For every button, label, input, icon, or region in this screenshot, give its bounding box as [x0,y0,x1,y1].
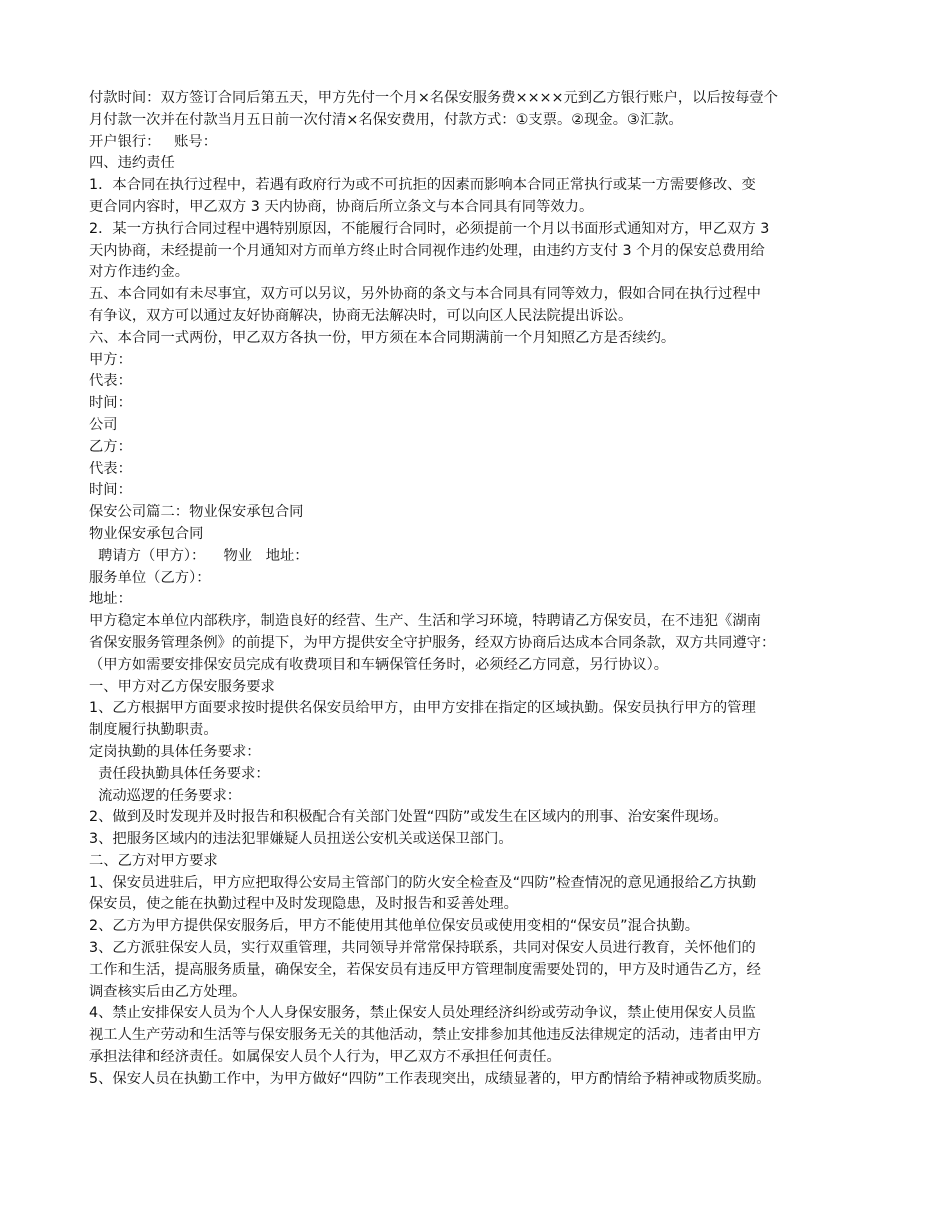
document-title: 物业保安承包合同 [89,525,204,542]
text-line: 付款时间：双方签订合同后第五天，甲方先付一个月×名保安服务费××××元到乙方银行账户，以后按每壹个 [89,90,778,106]
text-line: 工作和生活，提高服务质量，确保安全，若保安员有违反甲方管理制度需要处罚的，甲方及时通告乙方，经 [89,961,761,978]
section-heading: 四、违约责任 [89,155,175,172]
text-line: 3、把服务区域内的违法犯罪嫌疑人员扭送公安机关或送保卫部门。 [89,831,513,848]
text-line: 省保安服务管理条例》的前提下，为甲方提供安全守护服务，经双方协商后达成本合同条款，双方共同遵守： [89,634,776,651]
text-line: 1．本合同在执行过程中，若遇有政府行为或不可抗拒的因素而影响本合同正常执行或某一方需要修改、变 [89,177,756,194]
text-line: 调查核实后由乙方处理。 [89,983,247,1000]
signature-field: 代表： [89,460,132,477]
text-line: 服务单位（乙方）： [89,569,211,586]
text-line: 地址： [89,591,132,608]
signature-field: 公司 [89,416,118,433]
text-line: 天内协商，未经提前一个月通知对方而单方终止时合同视作违约处理，由违约方支付 3 个月的保安总费用给 [89,242,765,259]
signature-field: 时间： [89,395,132,412]
text-line: 制度履行执勤职责。 [89,722,218,739]
text-line: 4、禁止安排保安人员为个人人身保安服务，禁止保安人员处理经济纠纷或劳动争议，禁止使用保安人员监 [89,1005,756,1022]
signature-field: 代表： [89,373,132,390]
text-line: 五、本合同如有未尽事宜，双方可以另议，另外协商的条文与本合同具有同等效力，假如合同在执行过程中 [89,286,761,303]
signature-field: 甲方： [89,351,132,368]
section-heading: 一、甲方对乙方保安服务要求 [89,678,275,695]
signature-field: 时间： [89,482,132,499]
text-line: 月付款一次并在付款当月五日前一次付清×名保安费用，付款方式：①支票。②现金。③汇款。 [89,111,683,128]
text-line: 六、本合同一式两份，甲乙双方各执一份，甲方须在本合同期满前一个月知照乙方是否续约。 [89,329,676,346]
document-page [89,88,864,1091]
text-line: 1、乙方根据甲方面要求按时提供名保安员给甲方，由甲方安排在指定的区域执勤。保安员执行甲方的管理 [89,700,756,717]
signature-field: 乙方： [89,438,132,455]
text-line: 聘请方（甲方）： 物业 地址： [89,547,309,564]
text-line: 2．某一方执行合同过程中遇特别原因，不能履行合同时，必须提前一个月以书面形式通知对方，甲乙双方 3 [89,220,770,237]
text-line: 对方作违约金。 [89,264,190,281]
section-heading: 二、乙方对甲方要求 [89,852,218,869]
text-line: 2、乙方为甲方提供保安服务后，甲方不能使用其他单位保安员或使用变相的“保安员”混合执勤。 [89,918,700,935]
text-line: 视工人生产劳动和生活等与保安服务无关的其他活动，禁止安排参加其他违反法律规定的活动，违者由甲方 [89,1027,761,1044]
text-line: 有争议，双方可以通过友好协商解决，协商无法解决时，可以向区人民法院提出诉讼。 [89,307,633,324]
text-line: 甲方稳定本单位内部秩序，制造良好的经营、生产、生活和学习环境，特聘请乙方保安员，在不违犯《湖南 [89,613,761,630]
text-line: 5、保安人员在执勤工作中，为甲方做好“四防”工作表现突出，成绩显著的，甲方酌情给予精神或物质奖励。 [89,1070,771,1087]
section-heading: 保安公司篇二：物业保安承包合同 [89,504,304,521]
text-line: 1、保安员进驻后，甲方应把取得公安局主管部门的防火安全检查及“四防”检查情况的意见通报给乙方执勤 [89,874,757,891]
text-line: 承担法律和经济责任。如属保安人员个人行为，甲乙双方不承担任何责任。 [89,1049,561,1066]
text-line: 更合同内容时，甲乙双方 3 天内协商，协商后所立条文与本合同具有同等效力。 [89,198,594,215]
text-line: 2、做到及时发现并及时报告和积极配合有关部门处置“四防”或发生在区域内的刑事、治安案件现场。 [89,809,728,826]
text-line: 开户银行： 账号： [89,133,218,150]
text-line: 定岗执勤的具体任务要求： [89,743,261,760]
text-line: 3、乙方派驻保安人员，实行双重管理，共同领导并常常保持联系，共同对保安人员进行教育，关怀他们的 [89,940,756,957]
text-line: （甲方如需要安排保安员完成有收费项目和车辆保管任务时，必须经乙方同意，另行协议）。 [89,656,669,673]
text-line: 保安员，使之能在执勤过程中及时发现隐患，及时报告和妥善处理。 [89,896,518,913]
text-line: 流动巡逻的任务要求： [89,787,242,804]
text-line: 责任段执勤具体任务要求： [89,765,270,782]
